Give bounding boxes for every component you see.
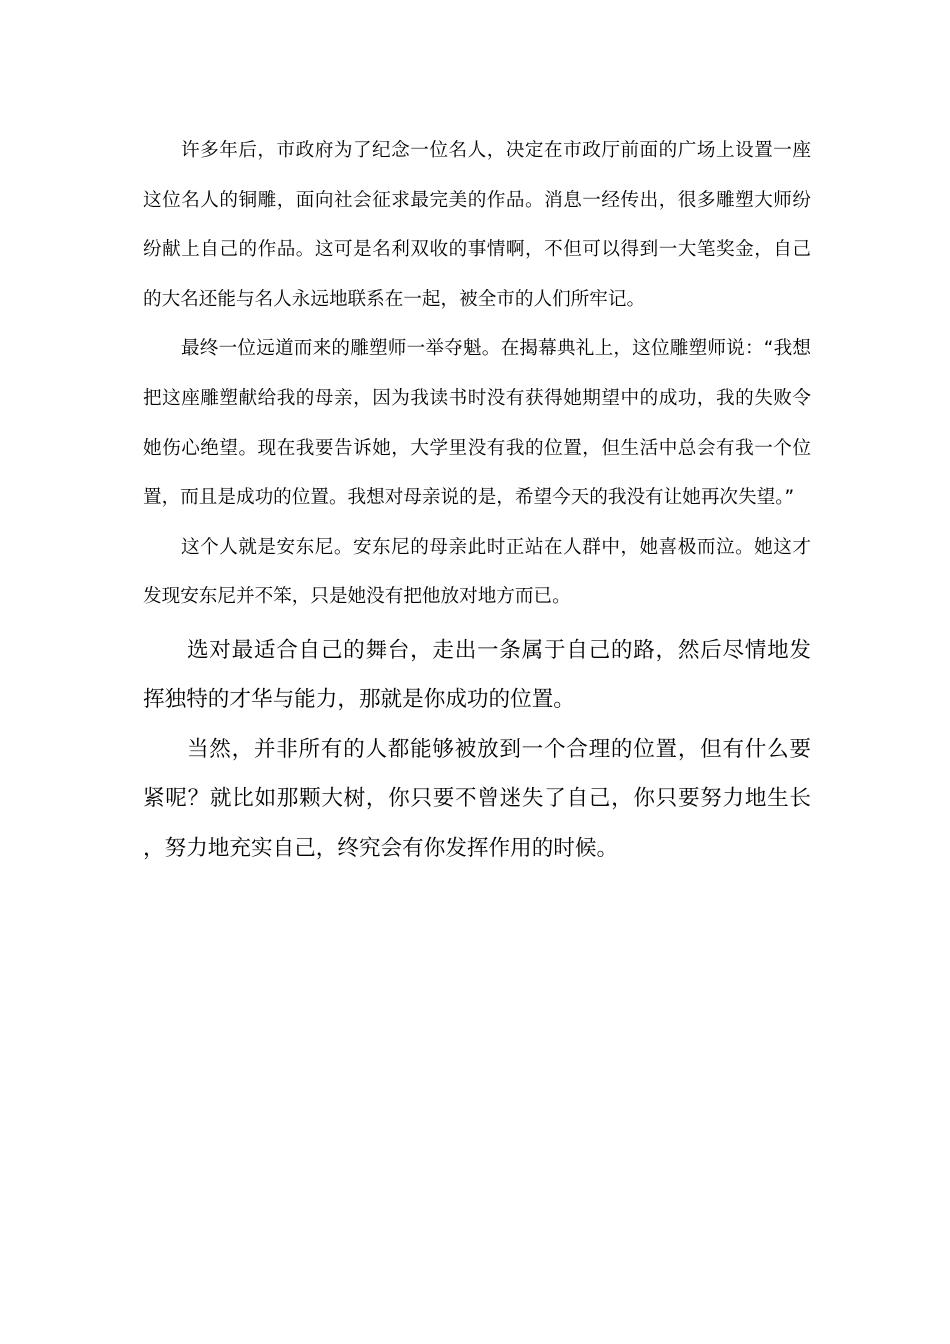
paragraph-conclusion: 当然，并非所有的人都能够被放到一个合理的位置，但有什么要紧呢？就比如那颗大树，你只要不曾迷失了自己，你只要努力地生长，努力地充实自己，终究会有你发挥作用的时候。 [143,736,811,861]
paragraph-anthony: 这个人就是安东尼。安东尼的母亲此时正站在人群中，她喜极而泣。她这才发现安东尼并不笨，只是她没有把他放对地方而已。 [143,536,811,608]
paragraph-sculptor-speech: 最终一位远道而来的雕塑师一举夺魁。在揭幕典礼上，这位雕塑师说：“我想把这座雕塑献给我的母亲，因为我读书时没有获得她期望中的成功，我的失败令她伤心绝望。现在我要告诉她，大学里没有我的位置，但生活中总会有我一个位置，而且是成功的位置。我想对母亲说的是，希望今天的我没有让她再次失望。” [143,338,811,509]
paragraph-sculpture-contest: 许多年后，市政府为了纪念一位名人，决定在市政厅前面的广场上设置一座这位名人的铜雕，面向社会征求最完美的作品。消息一经传出，很多雕塑大师纷纷献上自己的作品。这可是名利双收的事情啊，不但可以得到一大笔奖金，自己的大名还能与名人永远地联系在一起，被全市的人们所牢记。 [143,140,811,310]
paragraph-choose-stage: 选对最适合自己的舞台，走出一条属于自己的路，然后尽情地发挥独特的才华与能力，那就是你成功的位置。 [143,637,811,713]
body-text [143,126,811,873]
